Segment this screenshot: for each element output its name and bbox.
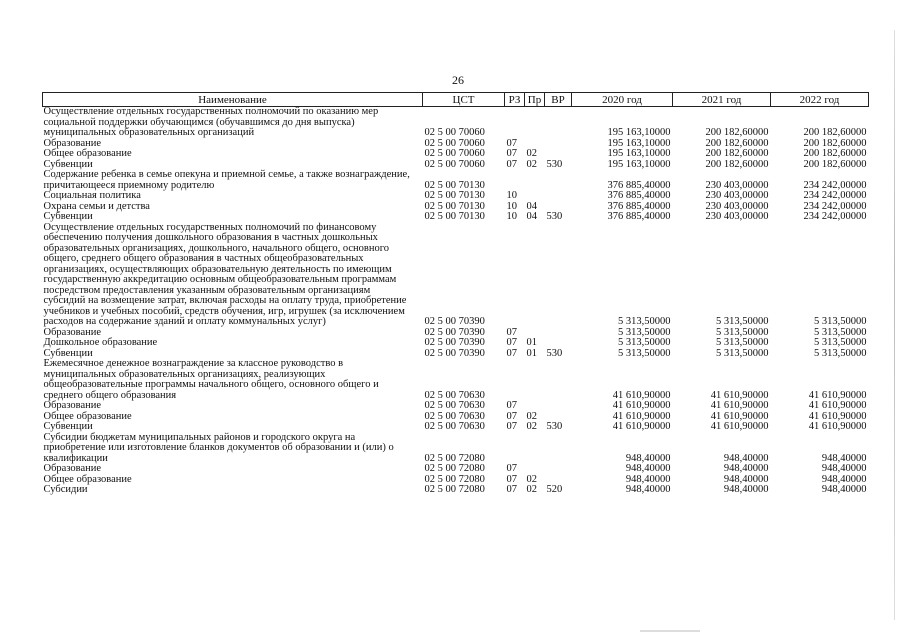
cell-name: Дошкольное образование [43, 337, 158, 348]
cell-name: Общее образование [43, 148, 132, 159]
table-row [43, 107, 869, 139]
cell-2021: 230 403,00000 [705, 179, 769, 191]
cell-cst: 02 5 00 72080 [424, 463, 485, 474]
col-header-2021: 2021 год [673, 93, 771, 107]
cell-2020: 195 163,10000 [607, 127, 671, 138]
cell-pr [525, 401, 545, 412]
cell-pr [525, 223, 545, 328]
cell-2020: 5 313,50000 [618, 316, 671, 327]
cell-rz: 07 [506, 410, 517, 422]
cell-vr: 530 [546, 211, 563, 222]
cell-vr [545, 338, 572, 349]
col-header-cst: ЦСТ [423, 93, 505, 107]
table-row [43, 422, 869, 433]
cell-name: Охрана семьи и детства [43, 200, 150, 212]
cell-2021: 200 182,60000 [705, 137, 769, 149]
cell-vr [545, 223, 572, 328]
cell-cst: 02 5 00 70630 [424, 400, 485, 411]
cell-pr [525, 170, 545, 191]
cell-2020: 41 610,90000 [612, 410, 671, 422]
page-number: 26 [452, 73, 464, 87]
cell-pr: 01 [526, 337, 537, 348]
cell-2020: 41 610,90000 [612, 389, 671, 401]
table-row [43, 433, 869, 465]
cell-name: Социальная политика [43, 190, 141, 201]
cell-name: Образование [43, 137, 102, 149]
scan-edge [894, 30, 895, 620]
cell-pr [525, 359, 545, 401]
cell-name: Осуществление отдельных государственных полномочий по оказанию мер социальной поддержки обучающимся (обучавшимся до дня выпуска) муниципальных образовательных организаций [43, 106, 379, 138]
cell-rz [505, 433, 525, 465]
cell-2020: 948,40000 [625, 484, 671, 495]
cell-2020: 376 885,40000 [607, 190, 671, 201]
cell-name: Общее образование [43, 410, 132, 422]
cell-name: Субсидии бюджетам муниципальных районов и городского округа на приобретение или изготовление бланков документов об образовании и (или) о квалификации [43, 431, 394, 464]
cell-cst: 02 5 00 70130 [424, 200, 485, 212]
cell-2020: 195 163,10000 [607, 148, 671, 159]
cell-vr: 530 [546, 158, 563, 170]
cell-2021: 41 610,90000 [710, 410, 769, 422]
table-row [43, 359, 869, 401]
cell-2022: 200 182,60000 [803, 137, 867, 149]
cell-2020: 948,40000 [625, 452, 671, 464]
cell-cst: 02 5 00 72080 [424, 452, 485, 464]
cell-2021: 5 313,50000 [716, 316, 769, 327]
cell-name: Содержание ребенка в семье опекуна и приемной семье, а также вознаграждение, причитающееся приемному родителю [43, 169, 410, 191]
cell-2021: 200 182,60000 [705, 148, 769, 159]
cell-pr: 04 [526, 211, 537, 222]
cell-cst: 02 5 00 70630 [424, 389, 485, 401]
table-row [43, 485, 869, 496]
cell-2021: 5 313,50000 [716, 326, 769, 338]
cell-rz: 10 [506, 200, 517, 212]
cell-name: Субвенции [43, 211, 93, 222]
cell-cst: 02 5 00 70390 [424, 337, 485, 348]
cell-2020: 195 163,10000 [607, 158, 671, 170]
cell-pr: 02 [526, 421, 537, 432]
cell-rz: 07 [506, 158, 517, 170]
cell-rz: 07 [506, 421, 517, 432]
cell-vr [545, 191, 572, 202]
col-header-pr: Пр [525, 93, 545, 107]
cell-pr: 02 [526, 158, 537, 170]
cell-2022: 200 182,60000 [803, 148, 867, 159]
cell-2022: 234 242,00000 [803, 200, 867, 212]
cell-name: Образование [43, 400, 102, 411]
cell-2022: 41 610,90000 [808, 421, 867, 432]
cell-2022: 234 242,00000 [803, 190, 867, 201]
budget-table [42, 92, 869, 496]
cell-2021: 5 313,50000 [716, 347, 769, 359]
cell-2022: 234 242,00000 [803, 179, 867, 191]
cell-cst: 02 5 00 70060 [424, 127, 485, 138]
cell-pr [525, 433, 545, 465]
cell-rz: 07 [506, 400, 517, 411]
cell-2021: 948,40000 [723, 452, 769, 464]
cell-2022: 5 313,50000 [814, 337, 867, 348]
scan-mark [640, 630, 700, 632]
cell-rz: 07 [506, 473, 517, 485]
cell-rz [505, 170, 525, 191]
cell-2020: 376 885,40000 [607, 200, 671, 212]
cell-name: Общее образование [43, 473, 132, 485]
cell-pr [525, 191, 545, 202]
cell-rz [505, 359, 525, 401]
cell-pr: 02 [526, 148, 537, 159]
cell-cst: 02 5 00 70390 [424, 347, 485, 359]
cell-rz: 07 [506, 484, 517, 495]
cell-2022: 200 182,60000 [803, 158, 867, 170]
cell-2022: 948,40000 [821, 463, 867, 474]
cell-2022: 200 182,60000 [803, 127, 867, 138]
col-header-vr: ВР [545, 93, 572, 107]
table-row [43, 464, 869, 475]
cell-2020: 195 163,10000 [607, 137, 671, 149]
cell-name: Субвенции [43, 158, 93, 170]
cell-2021: 948,40000 [723, 463, 769, 474]
cell-2021: 200 182,60000 [705, 127, 769, 138]
cell-vr [545, 139, 572, 150]
cell-rz: 10 [506, 211, 517, 222]
cell-cst: 02 5 00 70060 [424, 158, 485, 170]
cell-cst: 02 5 00 72080 [424, 484, 485, 495]
cell-2021: 948,40000 [723, 484, 769, 495]
cell-vr [545, 107, 572, 139]
cell-cst: 02 5 00 70390 [424, 316, 485, 327]
cell-2021: 41 610,90000 [710, 421, 769, 432]
cell-cst: 02 5 00 70130 [424, 179, 485, 191]
table-row [43, 223, 869, 328]
cell-pr: 02 [526, 410, 537, 422]
cell-cst: 02 5 00 72080 [424, 473, 485, 485]
cell-2020: 5 313,50000 [618, 347, 671, 359]
cell-2022: 948,40000 [821, 452, 867, 464]
cell-2022: 41 610,90000 [808, 400, 867, 411]
cell-name: Осуществление отдельных государственных полномочий по финансовому обеспечению получения дошкольного образования в частных дошкольных образовательных организациях, дошкольного, начального общего, основного общего, среднего общего образования в частных общеобразовательных организациях, осуществляющих образовательную деятельность по имеющим государственную аккредитацию основным общеобразовательным программам посредством предоставления указанным образовательным организациям субсидий на возмещение затрат, включая расходы на оплату труда, приобретение учебников и учебных пособий, средств обучения, игр, игрушек (за исключением расходов на содержание зданий и оплату коммунальных услуг) [43, 221, 407, 327]
cell-pr [525, 464, 545, 475]
col-header-2022: 2022 год [771, 93, 869, 107]
col-header-name: Наименование [43, 93, 423, 107]
cell-2021: 41 610,90000 [710, 389, 769, 401]
table-row [43, 401, 869, 412]
table-body [43, 107, 869, 496]
cell-name: Образование [43, 326, 102, 338]
cell-cst: 02 5 00 70060 [424, 148, 485, 159]
cell-2021: 41 610,90000 [710, 400, 769, 411]
cell-vr [545, 170, 572, 191]
cell-rz: 07 [506, 148, 517, 159]
cell-vr [545, 433, 572, 465]
cell-pr [525, 107, 545, 139]
cell-vr [545, 149, 572, 160]
cell-name: Субвенции [43, 347, 93, 359]
cell-2022: 41 610,90000 [808, 410, 867, 422]
cell-cst: 02 5 00 70390 [424, 326, 485, 338]
cell-rz: 07 [506, 337, 517, 348]
cell-vr: 530 [546, 421, 563, 432]
cell-2022: 5 313,50000 [814, 326, 867, 338]
cell-pr: 01 [526, 347, 537, 359]
cell-rz: 07 [506, 137, 517, 149]
table-row [43, 170, 869, 191]
cell-2020: 5 313,50000 [618, 326, 671, 338]
cell-2020: 948,40000 [625, 473, 671, 485]
cell-pr: 02 [526, 484, 537, 495]
cell-vr [545, 359, 572, 401]
cell-2020: 41 610,90000 [612, 421, 671, 432]
cell-vr [545, 328, 572, 339]
cell-name: Субвенции [43, 421, 93, 432]
cell-2021: 948,40000 [723, 473, 769, 485]
cell-pr: 04 [526, 200, 537, 212]
cell-cst: 02 5 00 70060 [424, 137, 485, 149]
cell-2021: 230 403,00000 [705, 211, 769, 222]
cell-cst: 02 5 00 70130 [424, 211, 485, 222]
col-header-rz: РЗ [505, 93, 525, 107]
cell-2020: 41 610,90000 [612, 400, 671, 411]
cell-name: Образование [43, 463, 102, 474]
cell-2022: 234 242,00000 [803, 211, 867, 222]
table-row [43, 212, 869, 223]
cell-cst: 02 5 00 70630 [424, 421, 485, 432]
cell-2022: 5 313,50000 [814, 347, 867, 359]
cell-2021: 230 403,00000 [705, 190, 769, 201]
cell-2022: 948,40000 [821, 473, 867, 485]
cell-name: Ежемесячное денежное вознаграждение за классное руководство в муниципальных образовательных организациях, реализующих общеобразовательные программы начального общего, основного общего и среднего общего образования [43, 358, 379, 401]
cell-vr [545, 401, 572, 412]
cell-rz [505, 223, 525, 328]
cell-cst: 02 5 00 70630 [424, 410, 485, 422]
cell-2020: 376 885,40000 [607, 179, 671, 191]
cell-rz: 07 [506, 347, 517, 359]
cell-2022: 41 610,90000 [808, 389, 867, 401]
col-header-2020: 2020 год [572, 93, 673, 107]
cell-rz: 07 [506, 463, 517, 474]
cell-name: Субсидии [43, 484, 88, 495]
cell-vr [545, 464, 572, 475]
cell-vr: 520 [546, 484, 563, 495]
table-row [43, 338, 869, 349]
cell-2022: 948,40000 [821, 484, 867, 495]
table-row [43, 191, 869, 202]
cell-2021: 230 403,00000 [705, 200, 769, 212]
cell-2020: 376 885,40000 [607, 211, 671, 222]
cell-2020: 5 313,50000 [618, 337, 671, 348]
cell-pr: 02 [526, 473, 537, 485]
cell-2021: 5 313,50000 [716, 337, 769, 348]
cell-cst: 02 5 00 70130 [424, 190, 485, 201]
cell-vr: 530 [546, 347, 563, 359]
table-row [43, 149, 869, 160]
cell-rz [505, 107, 525, 139]
cell-rz: 10 [506, 190, 517, 201]
cell-2022: 5 313,50000 [814, 316, 867, 327]
cell-2020: 948,40000 [625, 463, 671, 474]
cell-rz: 07 [506, 326, 517, 338]
cell-2021: 200 182,60000 [705, 158, 769, 170]
table-header-row [43, 93, 869, 107]
